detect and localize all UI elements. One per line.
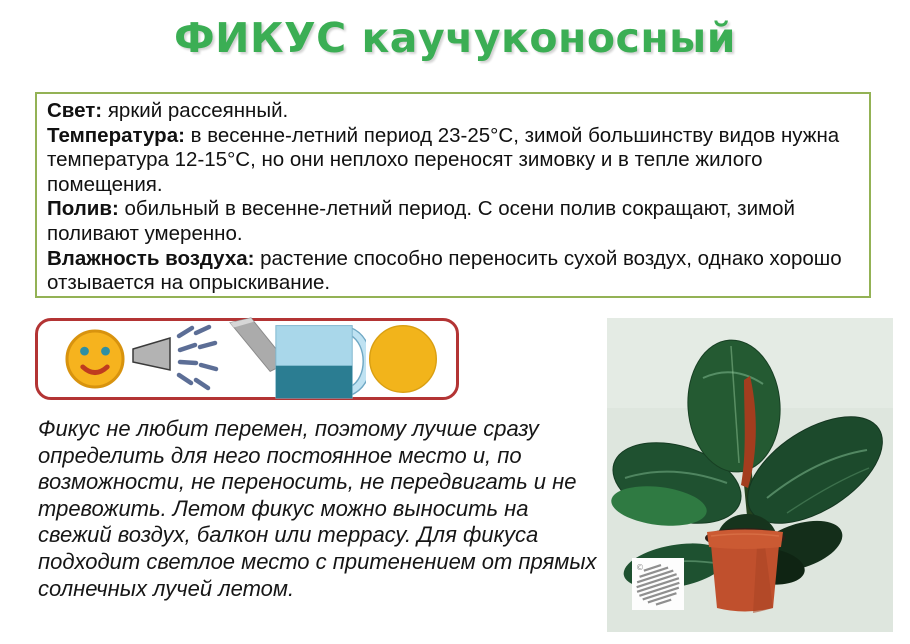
care-item-label: Влажность воздуха:: [47, 246, 255, 270]
care-item-text: обильный в весенне-летний период. С осени полив сокращают, зимой поливают умеренно.: [47, 197, 795, 245]
care-item-text: растение способно переносить сухой воздух, однако хорошо отзывается на опрыскивание.: [47, 246, 842, 295]
svg-text:©: ©: [636, 563, 644, 572]
care-item-label: Свет:: [47, 99, 103, 122]
care-item-label: Температура:: [47, 123, 185, 147]
care-icons-strip: [35, 318, 459, 400]
watermark: [632, 558, 685, 610]
care-item-label: Полив:: [47, 197, 119, 221]
watering-can-icon: [222, 317, 366, 401]
plant-photo: [607, 318, 893, 632]
care-item-text: в весенне-летний период 23-25°C, зимой большинству видов нужна температура 12-15°C, но они неплохо переносят зимовку и в тепле жилого помещения.: [47, 123, 840, 196]
care-instructions-box: [35, 92, 871, 298]
care-item-watering: [47, 197, 859, 246]
care-item-light: [47, 99, 859, 124]
spray-mist-icon: [130, 323, 222, 395]
smiley-face-icon: [60, 324, 130, 394]
care-item-temperature: [47, 124, 859, 198]
sun-icon: [366, 322, 440, 396]
care-note: Фикус не любит перемен, поэтому лучше сразу определить для него постоянное место и, по возможности, не переносить, не передвигать и не тревожить. Летом фикус можно выносить на свежий воздух, балкон или террасу. Для фикуса подходит светлое место с притенением от прямых солнечных лучей летом.: [38, 416, 597, 601]
page-title: ФИКУС каучуконосный: [174, 14, 736, 62]
flower-pot: [705, 528, 785, 613]
care-item-humidity: [47, 247, 859, 296]
care-item-text: яркий рассеянный.: [102, 99, 289, 122]
rubber-plant-image: [607, 318, 893, 632]
